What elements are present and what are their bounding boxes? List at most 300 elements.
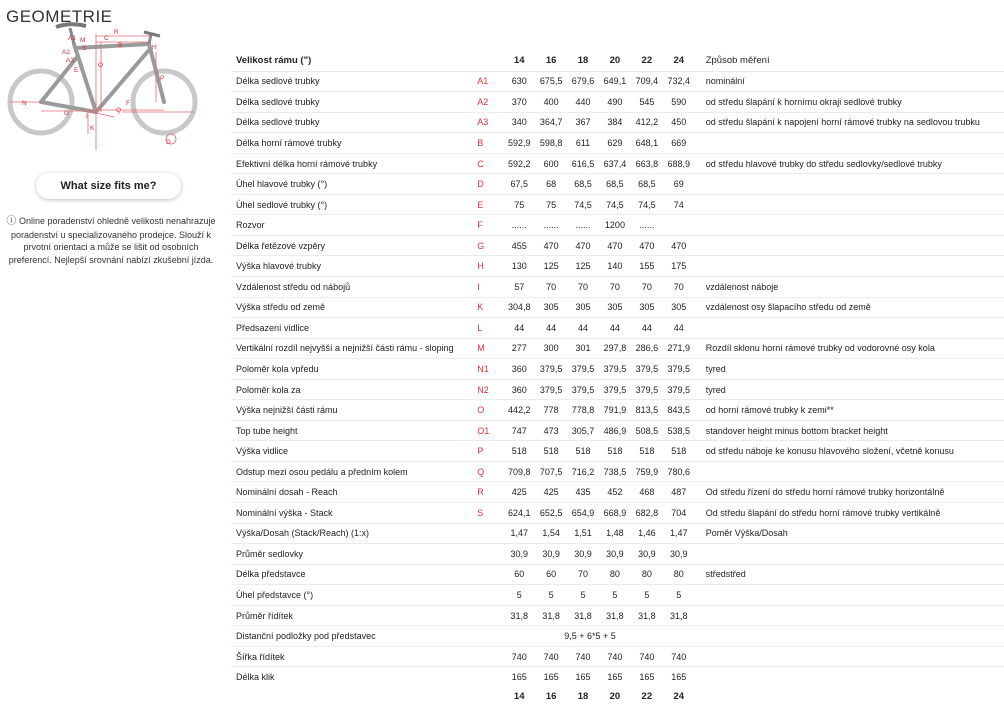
- row-method: tyred: [695, 379, 1004, 400]
- row-value: 60: [535, 564, 567, 585]
- row-value: 740: [503, 646, 535, 667]
- row-method: od středu náboje ke konusu hlavového složení, včetně konusu: [695, 441, 1004, 462]
- table-row: [231, 277, 1004, 298]
- row-value: 165: [503, 667, 535, 687]
- row-value: 487: [663, 482, 695, 503]
- table-row: [231, 379, 1004, 400]
- row-value: 473: [535, 420, 567, 441]
- row-name: Průměr sedlovky: [231, 544, 477, 565]
- label-i: I: [86, 113, 88, 120]
- row-value: 538,5: [663, 420, 695, 441]
- row-value: 400: [535, 92, 567, 113]
- row-value: 688,9: [663, 153, 695, 174]
- row-code: [477, 564, 503, 585]
- row-method: [695, 461, 1004, 482]
- row-value: 5: [663, 585, 695, 606]
- row-method: od středu šlapání k napojení horní rámové trubky na sedlovou trubku: [695, 112, 1004, 133]
- label-c: C: [104, 35, 109, 42]
- row-value: 637,4: [599, 153, 631, 174]
- row-value: 31,8: [599, 605, 631, 626]
- row-value: 732,4: [663, 71, 695, 92]
- table-footer-row: [231, 687, 1004, 707]
- row-name: Vzdálenost středu od nábojů: [231, 277, 477, 298]
- row-name: Výška/Dosah (Stack/Reach) (1:x): [231, 523, 477, 544]
- row-method: [695, 318, 1004, 339]
- row-value: 740: [663, 646, 695, 667]
- header-size: 24: [673, 55, 685, 67]
- row-name: Úhel hlavové trubky (°): [231, 174, 477, 195]
- row-method: Rozdíl sklonu horní rámové trubky od vodorovné osy kola: [695, 338, 1004, 359]
- row-code: A1: [477, 71, 503, 92]
- row-value: [663, 215, 695, 236]
- row-value: 778,8: [567, 400, 599, 421]
- row-value: 44: [567, 318, 599, 339]
- row-name: Efektivní délka horní rámové trubky: [231, 153, 477, 174]
- row-value: 175: [663, 256, 695, 277]
- row-code: S: [477, 503, 503, 524]
- row-value: 305: [631, 297, 663, 318]
- row-name: Předsazení vidlice: [231, 318, 477, 339]
- table-row: [231, 400, 1004, 421]
- table-row: [231, 564, 1004, 585]
- row-code: A2: [477, 92, 503, 113]
- row-value: 518: [535, 441, 567, 462]
- row-value: 305,7: [567, 420, 599, 441]
- label-s: S: [82, 45, 87, 52]
- row-method: [695, 667, 1004, 687]
- row-code: B: [477, 133, 503, 154]
- label-n: N: [22, 100, 27, 107]
- label-r: R: [114, 29, 119, 36]
- table-row: [231, 544, 1004, 565]
- row-value: 5: [599, 585, 631, 606]
- row-code: E: [477, 194, 503, 215]
- row-value: 70: [535, 277, 567, 298]
- table-row: [231, 461, 1004, 482]
- row-name: Délka sedlové trubky: [231, 92, 477, 113]
- row-value: 70: [663, 277, 695, 298]
- label-g: G: [64, 110, 70, 117]
- row-value: 31,8: [567, 605, 599, 626]
- row-value: 598,8: [535, 133, 567, 154]
- row-value: 286,6: [631, 338, 663, 359]
- row-value: 1,46: [631, 523, 663, 544]
- row-code: K: [477, 297, 503, 318]
- row-value: 68,5: [631, 174, 663, 195]
- label-a2: A2: [62, 49, 70, 56]
- row-name: Nominální výška - Stack: [231, 503, 477, 524]
- row-value: 740: [567, 646, 599, 667]
- row-method: [695, 194, 1004, 215]
- row-value: 675,5: [535, 71, 567, 92]
- row-code: H: [477, 256, 503, 277]
- label-k: K: [90, 125, 95, 132]
- row-value: 738,5: [599, 461, 631, 482]
- row-value: 5: [535, 585, 567, 606]
- row-value: 80: [663, 564, 695, 585]
- row-value: 379,5: [663, 359, 695, 380]
- row-value: 470: [631, 235, 663, 256]
- row-value: 545: [631, 92, 663, 113]
- row-value: 68: [535, 174, 567, 195]
- row-value: 600: [535, 153, 567, 174]
- table-row: [231, 441, 1004, 462]
- table-row: [231, 482, 1004, 503]
- table-row: [231, 71, 1004, 92]
- row-value: 305: [663, 297, 695, 318]
- footer-size: 20: [609, 691, 621, 703]
- row-value: 518: [503, 441, 535, 462]
- header-size: 22: [641, 55, 653, 67]
- row-value: 518: [631, 441, 663, 462]
- row-value: 70: [631, 277, 663, 298]
- row-value: 370: [503, 92, 535, 113]
- row-span-value: 9,5 + 6*5 + 5: [503, 626, 694, 647]
- row-name: Úhel představce (°): [231, 585, 477, 606]
- label-a1: A1: [68, 35, 76, 42]
- row-name: Top tube height: [231, 420, 477, 441]
- row-value: 668,9: [599, 503, 631, 524]
- row-value: 470: [663, 235, 695, 256]
- row-name: Výška hlavové trubky: [231, 256, 477, 277]
- row-value: 305: [567, 297, 599, 318]
- row-value: 470: [535, 235, 567, 256]
- row-value: 450: [663, 112, 695, 133]
- footer-size: 24: [673, 691, 685, 703]
- row-value: 155: [631, 256, 663, 277]
- row-value: 490: [599, 92, 631, 113]
- row-method: standover height minus bottom bracket height: [695, 420, 1004, 441]
- row-value: 707,5: [535, 461, 567, 482]
- row-value: 367: [567, 112, 599, 133]
- row-value: 57: [503, 277, 535, 298]
- row-name: Poloměr kola za: [231, 379, 477, 400]
- row-value: 412,2: [631, 112, 663, 133]
- row-code: M: [477, 338, 503, 359]
- row-value: 435: [567, 482, 599, 503]
- row-code: [477, 667, 503, 687]
- row-code: O: [477, 400, 503, 421]
- row-value: 740: [599, 646, 631, 667]
- row-value: 624,1: [503, 503, 535, 524]
- size-fit-button[interactable]: What size fits me?: [36, 173, 181, 199]
- row-value: 75: [503, 194, 535, 215]
- row-method: [695, 544, 1004, 565]
- row-value: 740: [631, 646, 663, 667]
- row-value: 1,51: [567, 523, 599, 544]
- table-header-row: [231, 51, 1004, 71]
- row-value: 74,5: [599, 194, 631, 215]
- table-row: [231, 503, 1004, 524]
- row-value: 791,9: [599, 400, 631, 421]
- row-code: [477, 626, 503, 647]
- row-value: 1,47: [663, 523, 695, 544]
- row-value: 165: [631, 667, 663, 687]
- row-code: L: [477, 318, 503, 339]
- row-value: 379,5: [535, 379, 567, 400]
- row-value: ......: [567, 215, 599, 236]
- table-row: [231, 112, 1004, 133]
- row-value: 304,8: [503, 297, 535, 318]
- row-value: 271,9: [663, 338, 695, 359]
- geometry-table: [231, 51, 1004, 707]
- row-name: Výška nejnižší části rámu: [231, 400, 477, 421]
- row-method: [695, 235, 1004, 256]
- row-code: N2: [477, 379, 503, 400]
- row-value: 843,5: [663, 400, 695, 421]
- row-code: [477, 523, 503, 544]
- row-code: [477, 585, 503, 606]
- row-value: 778: [535, 400, 567, 421]
- row-code: Q: [477, 461, 503, 482]
- row-value: 630: [503, 71, 535, 92]
- row-value: 442,2: [503, 400, 535, 421]
- row-method: středstřed: [695, 564, 1004, 585]
- row-method: vzdálenost osy šlapacího středu od země: [695, 297, 1004, 318]
- row-value: 364,7: [535, 112, 567, 133]
- table-row: [231, 605, 1004, 626]
- row-name: Rozvor: [231, 215, 477, 236]
- row-value: 74,5: [567, 194, 599, 215]
- row-code: F: [477, 215, 503, 236]
- row-value: 44: [631, 318, 663, 339]
- header-size: 20: [609, 55, 621, 67]
- row-value: 30,9: [631, 544, 663, 565]
- table-row: [231, 318, 1004, 339]
- row-value: 5: [567, 585, 599, 606]
- row-value: 592,2: [503, 153, 535, 174]
- row-code: [477, 646, 503, 667]
- row-value: 452: [599, 482, 631, 503]
- row-name: Výška středu od země: [231, 297, 477, 318]
- row-value: 468: [631, 482, 663, 503]
- bike-geometry-diagram: [4, 12, 200, 152]
- row-value: 716,2: [567, 461, 599, 482]
- row-name: Šířka řídítek: [231, 646, 477, 667]
- table-row: [231, 133, 1004, 154]
- row-value: 75: [535, 194, 567, 215]
- row-value: 125: [567, 256, 599, 277]
- row-value: 470: [567, 235, 599, 256]
- row-value: 709,4: [631, 71, 663, 92]
- info-icon: ⓘ: [6, 216, 17, 227]
- label-d: D: [166, 139, 171, 146]
- row-value: 70: [567, 564, 599, 585]
- row-method: [695, 626, 1004, 647]
- row-value: 379,5: [599, 359, 631, 380]
- row-code: R: [477, 482, 503, 503]
- row-value: 508,5: [631, 420, 663, 441]
- label-a3: A3: [66, 57, 74, 64]
- row-value: 60: [503, 564, 535, 585]
- row-value: 44: [503, 318, 535, 339]
- row-value: 140: [599, 256, 631, 277]
- table-row: [231, 626, 1004, 647]
- table-row: [231, 646, 1004, 667]
- label-b: B: [118, 42, 123, 49]
- table-row: [231, 359, 1004, 380]
- row-method: od horní rámové trubky k zemi**: [695, 400, 1004, 421]
- row-value: 30,9: [535, 544, 567, 565]
- page-title: GEOMETRIE: [6, 7, 113, 26]
- row-value: 30,9: [503, 544, 535, 565]
- row-name: Průměr řídítek: [231, 605, 477, 626]
- row-value: 679,6: [567, 71, 599, 92]
- row-value: 31,8: [503, 605, 535, 626]
- row-value: 80: [631, 564, 663, 585]
- table-row: [231, 667, 1004, 687]
- disclaimer-text: Online poradenství ohledně velikosti nenahrazuje poradenství u specializovaného prodejce. Slouží k prvotní orientaci a může se lišit od osobních preferencí. Nejlepší srovnání nabízí zkušební jízda.: [8, 216, 216, 265]
- label-o: O: [98, 62, 104, 69]
- row-value: ......: [535, 215, 567, 236]
- row-value: 300: [535, 338, 567, 359]
- row-value: 663,8: [631, 153, 663, 174]
- footer-size: 22: [641, 691, 653, 703]
- row-value: 68,5: [599, 174, 631, 195]
- table-row: [231, 338, 1004, 359]
- row-value: 360: [503, 379, 535, 400]
- row-value: 629: [599, 133, 631, 154]
- row-value: 590: [663, 92, 695, 113]
- table-row: [231, 174, 1004, 195]
- row-value: 360: [503, 359, 535, 380]
- table-row: [231, 215, 1004, 236]
- row-method: vzdálenost náboje: [695, 277, 1004, 298]
- row-code: C: [477, 153, 503, 174]
- row-value: 704: [663, 503, 695, 524]
- row-value: 379,5: [663, 379, 695, 400]
- row-value: 31,8: [663, 605, 695, 626]
- row-value: 165: [535, 667, 567, 687]
- row-value: 74,5: [631, 194, 663, 215]
- row-value: 709,8: [503, 461, 535, 482]
- header-size: 16: [545, 55, 557, 67]
- row-method: [695, 256, 1004, 277]
- row-code: D: [477, 174, 503, 195]
- row-value: 470: [599, 235, 631, 256]
- row-value: 165: [567, 667, 599, 687]
- row-name: Úhel sedlové trubky (°): [231, 194, 477, 215]
- row-value: 69: [663, 174, 695, 195]
- row-name: Délka horní rámové trubky: [231, 133, 477, 154]
- row-value: 305: [599, 297, 631, 318]
- row-value: 759,9: [631, 461, 663, 482]
- row-value: 125: [535, 256, 567, 277]
- row-value: 44: [663, 318, 695, 339]
- row-value: 425: [503, 482, 535, 503]
- row-value: 67,5: [503, 174, 535, 195]
- row-name: Délka sedlové trubky: [231, 71, 477, 92]
- row-value: 5: [503, 585, 535, 606]
- footer-size: 16: [545, 691, 557, 703]
- row-value: 30,9: [599, 544, 631, 565]
- row-value: 654,9: [567, 503, 599, 524]
- row-value: 1200: [599, 215, 631, 236]
- row-name: Nominální dosah - Reach: [231, 482, 477, 503]
- row-value: 74: [663, 194, 695, 215]
- row-value: 31,8: [631, 605, 663, 626]
- row-method: [695, 585, 1004, 606]
- label-q: Q: [116, 107, 122, 114]
- row-value: 70: [567, 277, 599, 298]
- row-value: 379,5: [567, 379, 599, 400]
- row-name: Délka řetězové vzpěry: [231, 235, 477, 256]
- row-value: 649,1: [599, 71, 631, 92]
- row-value: 80: [599, 564, 631, 585]
- row-value: 31,8: [535, 605, 567, 626]
- label-f: F: [126, 100, 130, 107]
- header-frame-size: Velikost rámu ("): [236, 55, 312, 67]
- footer-size: 14: [513, 691, 525, 703]
- row-value: 301: [567, 338, 599, 359]
- row-value: ......: [631, 215, 663, 236]
- row-value: 165: [663, 667, 695, 687]
- row-code: [477, 605, 503, 626]
- row-method: Od středu šlapání do středu horní rámové trubky vertikálně: [695, 503, 1004, 524]
- row-value: 30,9: [567, 544, 599, 565]
- row-value: 648,1: [631, 133, 663, 154]
- table-row: [231, 194, 1004, 215]
- row-value: 305: [535, 297, 567, 318]
- table-row: [231, 235, 1004, 256]
- row-name: Délka klik: [231, 667, 477, 687]
- row-code: N1: [477, 359, 503, 380]
- row-name: Odstup mezi osou pedálu a předním kolem: [231, 461, 477, 482]
- row-name: Délka představce: [231, 564, 477, 585]
- row-name: Délka sedlové trubky: [231, 112, 477, 133]
- row-value: 70: [599, 277, 631, 298]
- row-value: 1,54: [535, 523, 567, 544]
- row-value: 30,9: [663, 544, 695, 565]
- row-method: tyred: [695, 359, 1004, 380]
- row-value: 669: [663, 133, 695, 154]
- row-method: [695, 215, 1004, 236]
- row-value: 379,5: [599, 379, 631, 400]
- table-row: [231, 523, 1004, 544]
- table-row: [231, 585, 1004, 606]
- table-row: [231, 153, 1004, 174]
- table-row: [231, 92, 1004, 113]
- header-size: 14: [513, 55, 525, 67]
- row-method: od středu šlapání k hornímu okraji sedlové trubky: [695, 92, 1004, 113]
- row-method: [695, 174, 1004, 195]
- row-name: Vertikální rozdíl nejvyšší a nejnižší části rámu - sloping: [231, 338, 477, 359]
- row-method: Poměr Výška/Dosah: [695, 523, 1004, 544]
- table-row: [231, 297, 1004, 318]
- row-value: 486,9: [599, 420, 631, 441]
- header-method: Způsob měření: [705, 55, 770, 67]
- row-name: Poloměr kola vpředu: [231, 359, 477, 380]
- disclaimer: [2, 215, 220, 266]
- row-code: P: [477, 441, 503, 462]
- label-h: H: [152, 44, 157, 51]
- row-method: Od středu řízení do středu horní rámové trubky horizontálně: [695, 482, 1004, 503]
- row-value: 518: [663, 441, 695, 462]
- row-value: 379,5: [631, 379, 663, 400]
- row-value: 652,5: [535, 503, 567, 524]
- row-value: 5: [631, 585, 663, 606]
- row-value: 277: [503, 338, 535, 359]
- row-value: 780,6: [663, 461, 695, 482]
- footer-size: 18: [577, 691, 589, 703]
- row-value: 440: [567, 92, 599, 113]
- row-method: [695, 605, 1004, 626]
- row-name: Výška vidlice: [231, 441, 477, 462]
- row-method: od středu hlavové trubky do středu sedlovky/sedlové trubky: [695, 153, 1004, 174]
- row-value: 813,5: [631, 400, 663, 421]
- row-value: 297,8: [599, 338, 631, 359]
- row-value: 384: [599, 112, 631, 133]
